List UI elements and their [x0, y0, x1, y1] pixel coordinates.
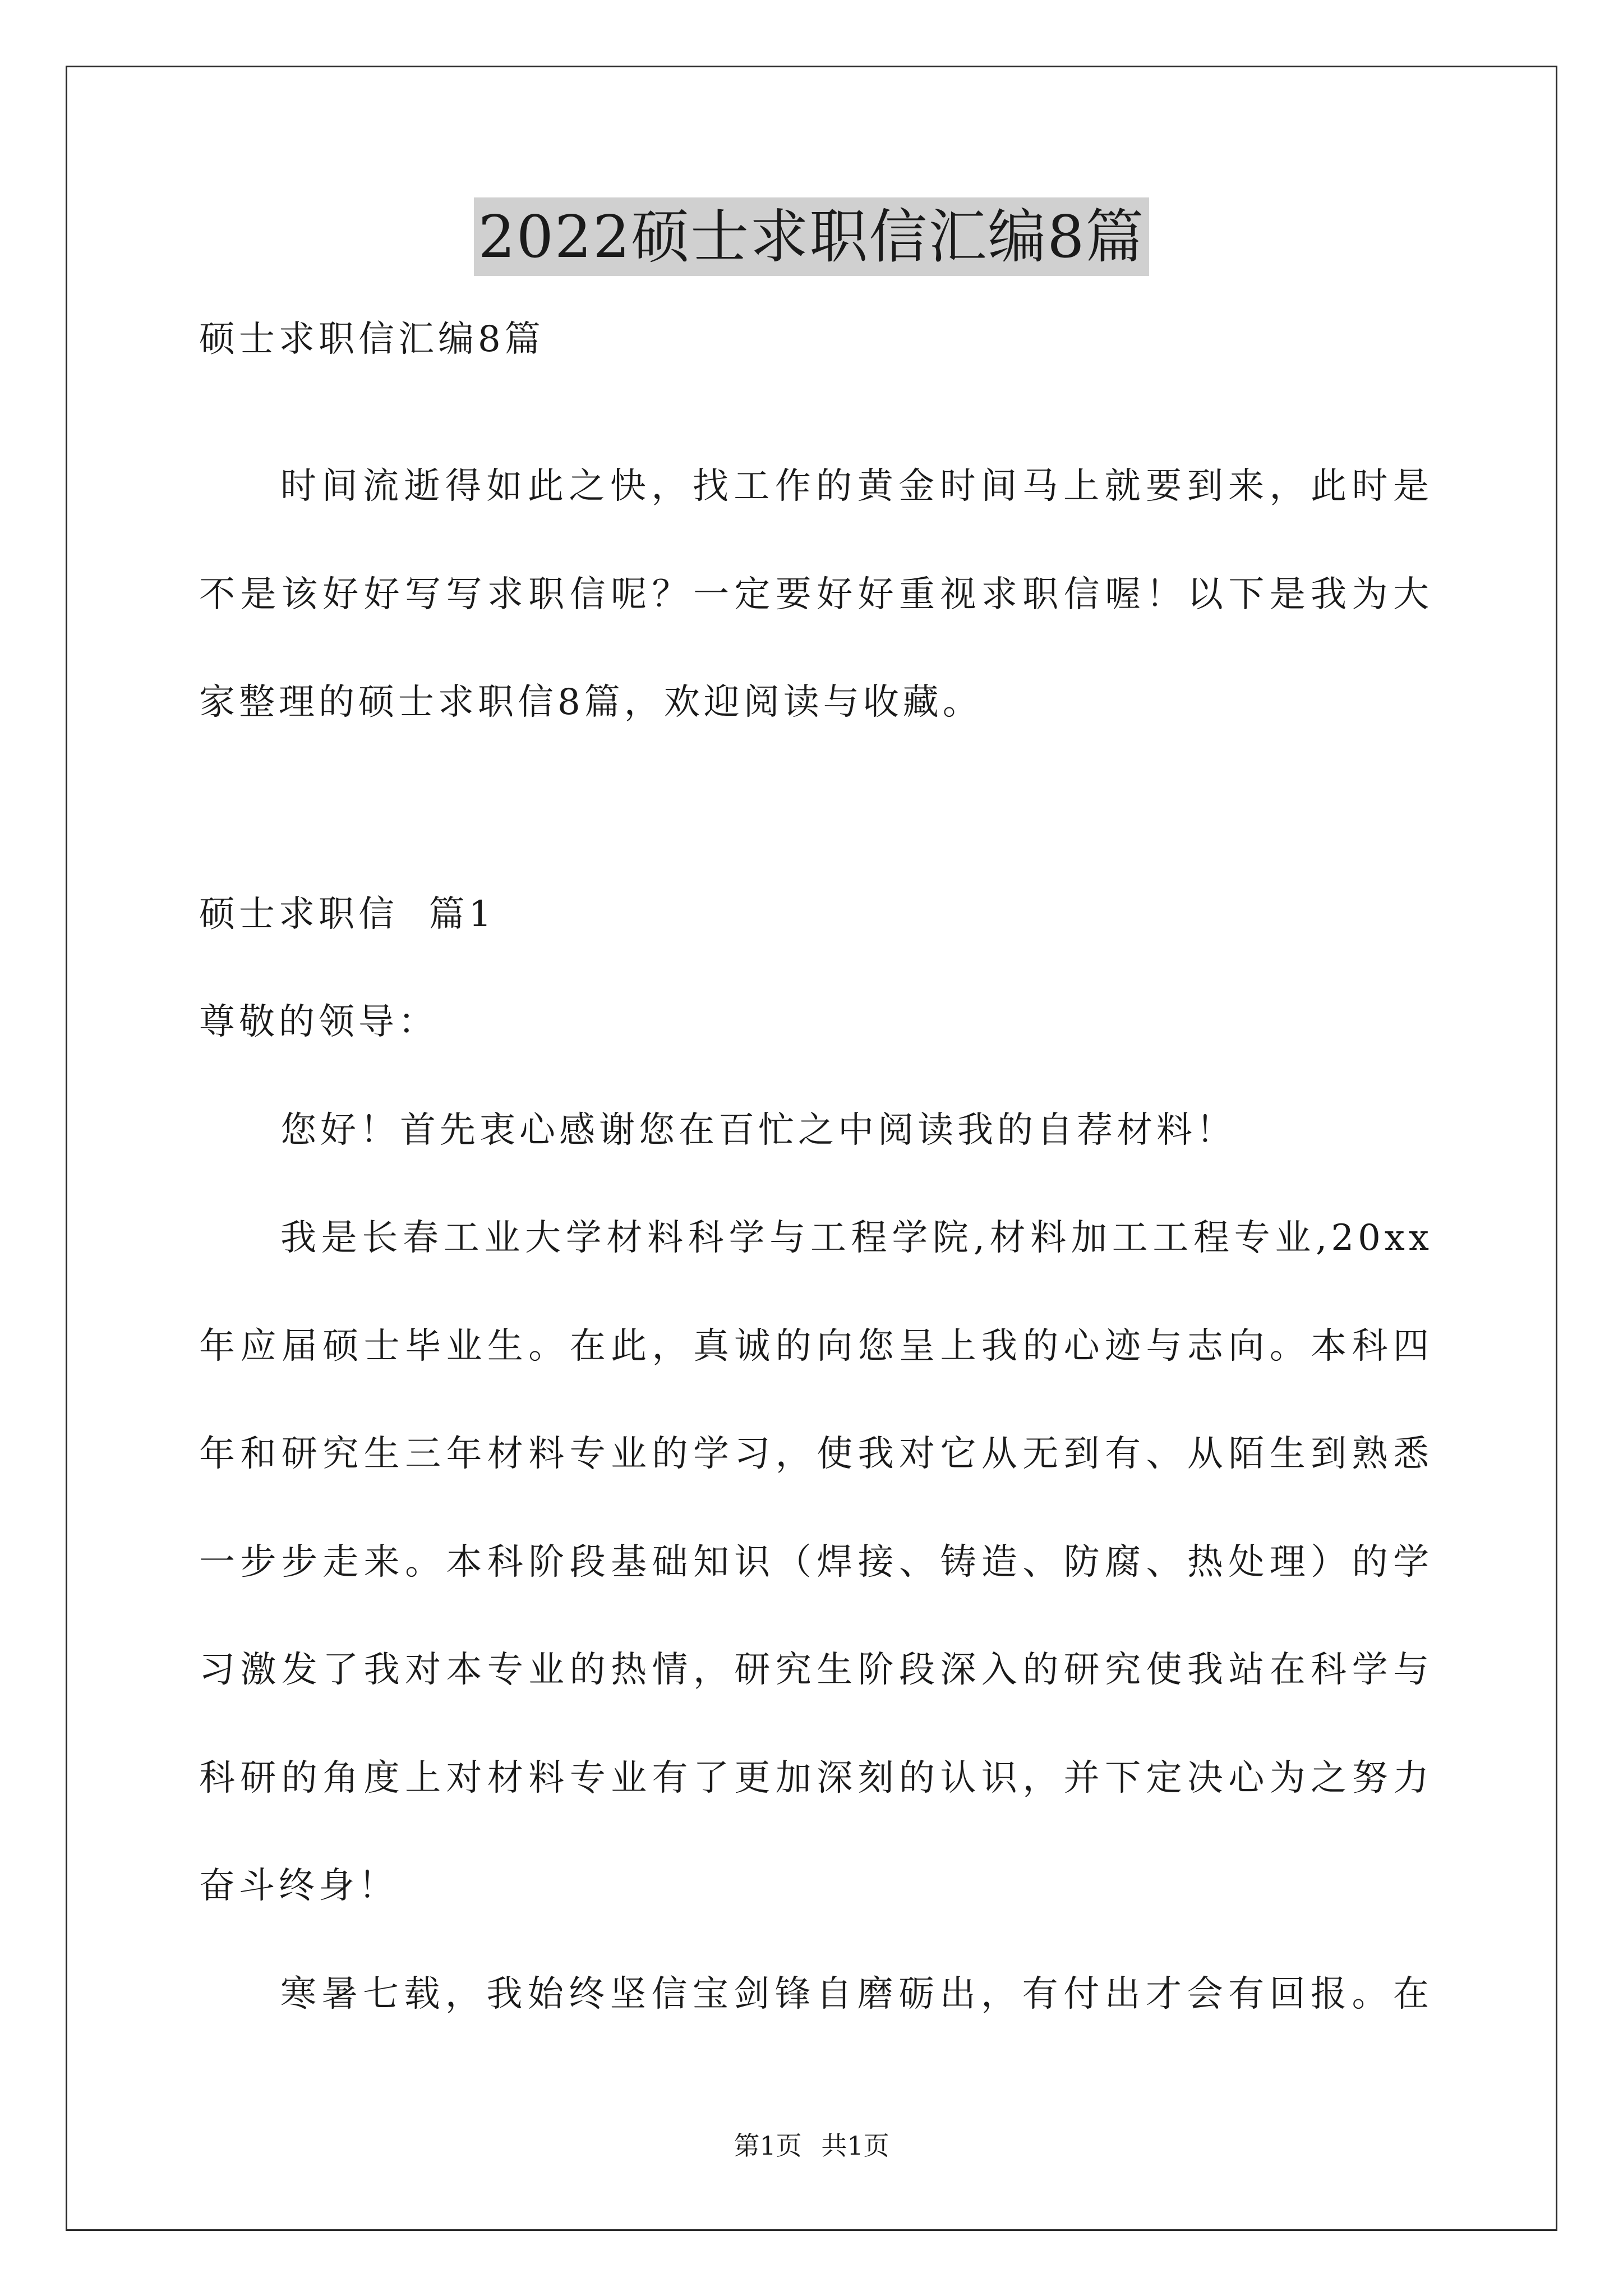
body-line-8: 寒暑七载，我始终坚信宝剑锋自磨砺出，有付出才会有回报。在 — [280, 1973, 1433, 2015]
body-line-5: 习激发了我对本专业的热情，研究生阶段深入的研究使我站在科学与 — [199, 1649, 1433, 1691]
document-title: 2022硕士求职信汇编8篇 — [474, 197, 1150, 276]
page-number-current: 第1页 — [734, 2131, 802, 2161]
intro-line-3: 家整理的硕士求职信8篇，欢迎阅读与收藏。 — [199, 682, 983, 723]
body-line-4: 一步步走来。本科阶段基础知识（焊接、铸造、防腐、热处理）的学 — [199, 1542, 1433, 1583]
page-number-total: 共1页 — [821, 2131, 889, 2161]
page-footer — [0, 2129, 1623, 2162]
greeting-line: 您好！首先衷心感谢您在百忙之中阅读我的自荐材料！ — [280, 1110, 1236, 1151]
body-line-2: 年应届硕士毕业生。在此，真诚的向您呈上我的心迹与志向。本科四 — [199, 1326, 1433, 1367]
intro-line-2: 不是该好好写写求职信呢？一定要好好重视求职信喔！以下是我为大 — [199, 574, 1433, 615]
intro-line-1: 时间流逝得如此之快，找工作的黄金时间马上就要到来，此时是 — [280, 466, 1433, 507]
title-container — [0, 197, 1623, 276]
body-line-3: 年和研究生三年材料专业的学习，使我对它从无到有、从陌生到熟悉 — [199, 1433, 1433, 1475]
body-line-7: 奋斗终身！ — [199, 1865, 398, 1907]
salutation: 尊敬的领导： — [199, 1001, 438, 1043]
section-heading: 硕士求职信 篇1 — [199, 894, 496, 935]
body-line-6: 科研的角度上对材料专业有了更加深刻的认识，并下定决心为之努力 — [199, 1757, 1433, 1799]
subtitle-line: 硕士求职信汇编8篇 — [199, 319, 545, 360]
body-line-1: 我是长春工业大学材料科学与工程学院,材料加工工程专业,20xx — [280, 1217, 1433, 1259]
